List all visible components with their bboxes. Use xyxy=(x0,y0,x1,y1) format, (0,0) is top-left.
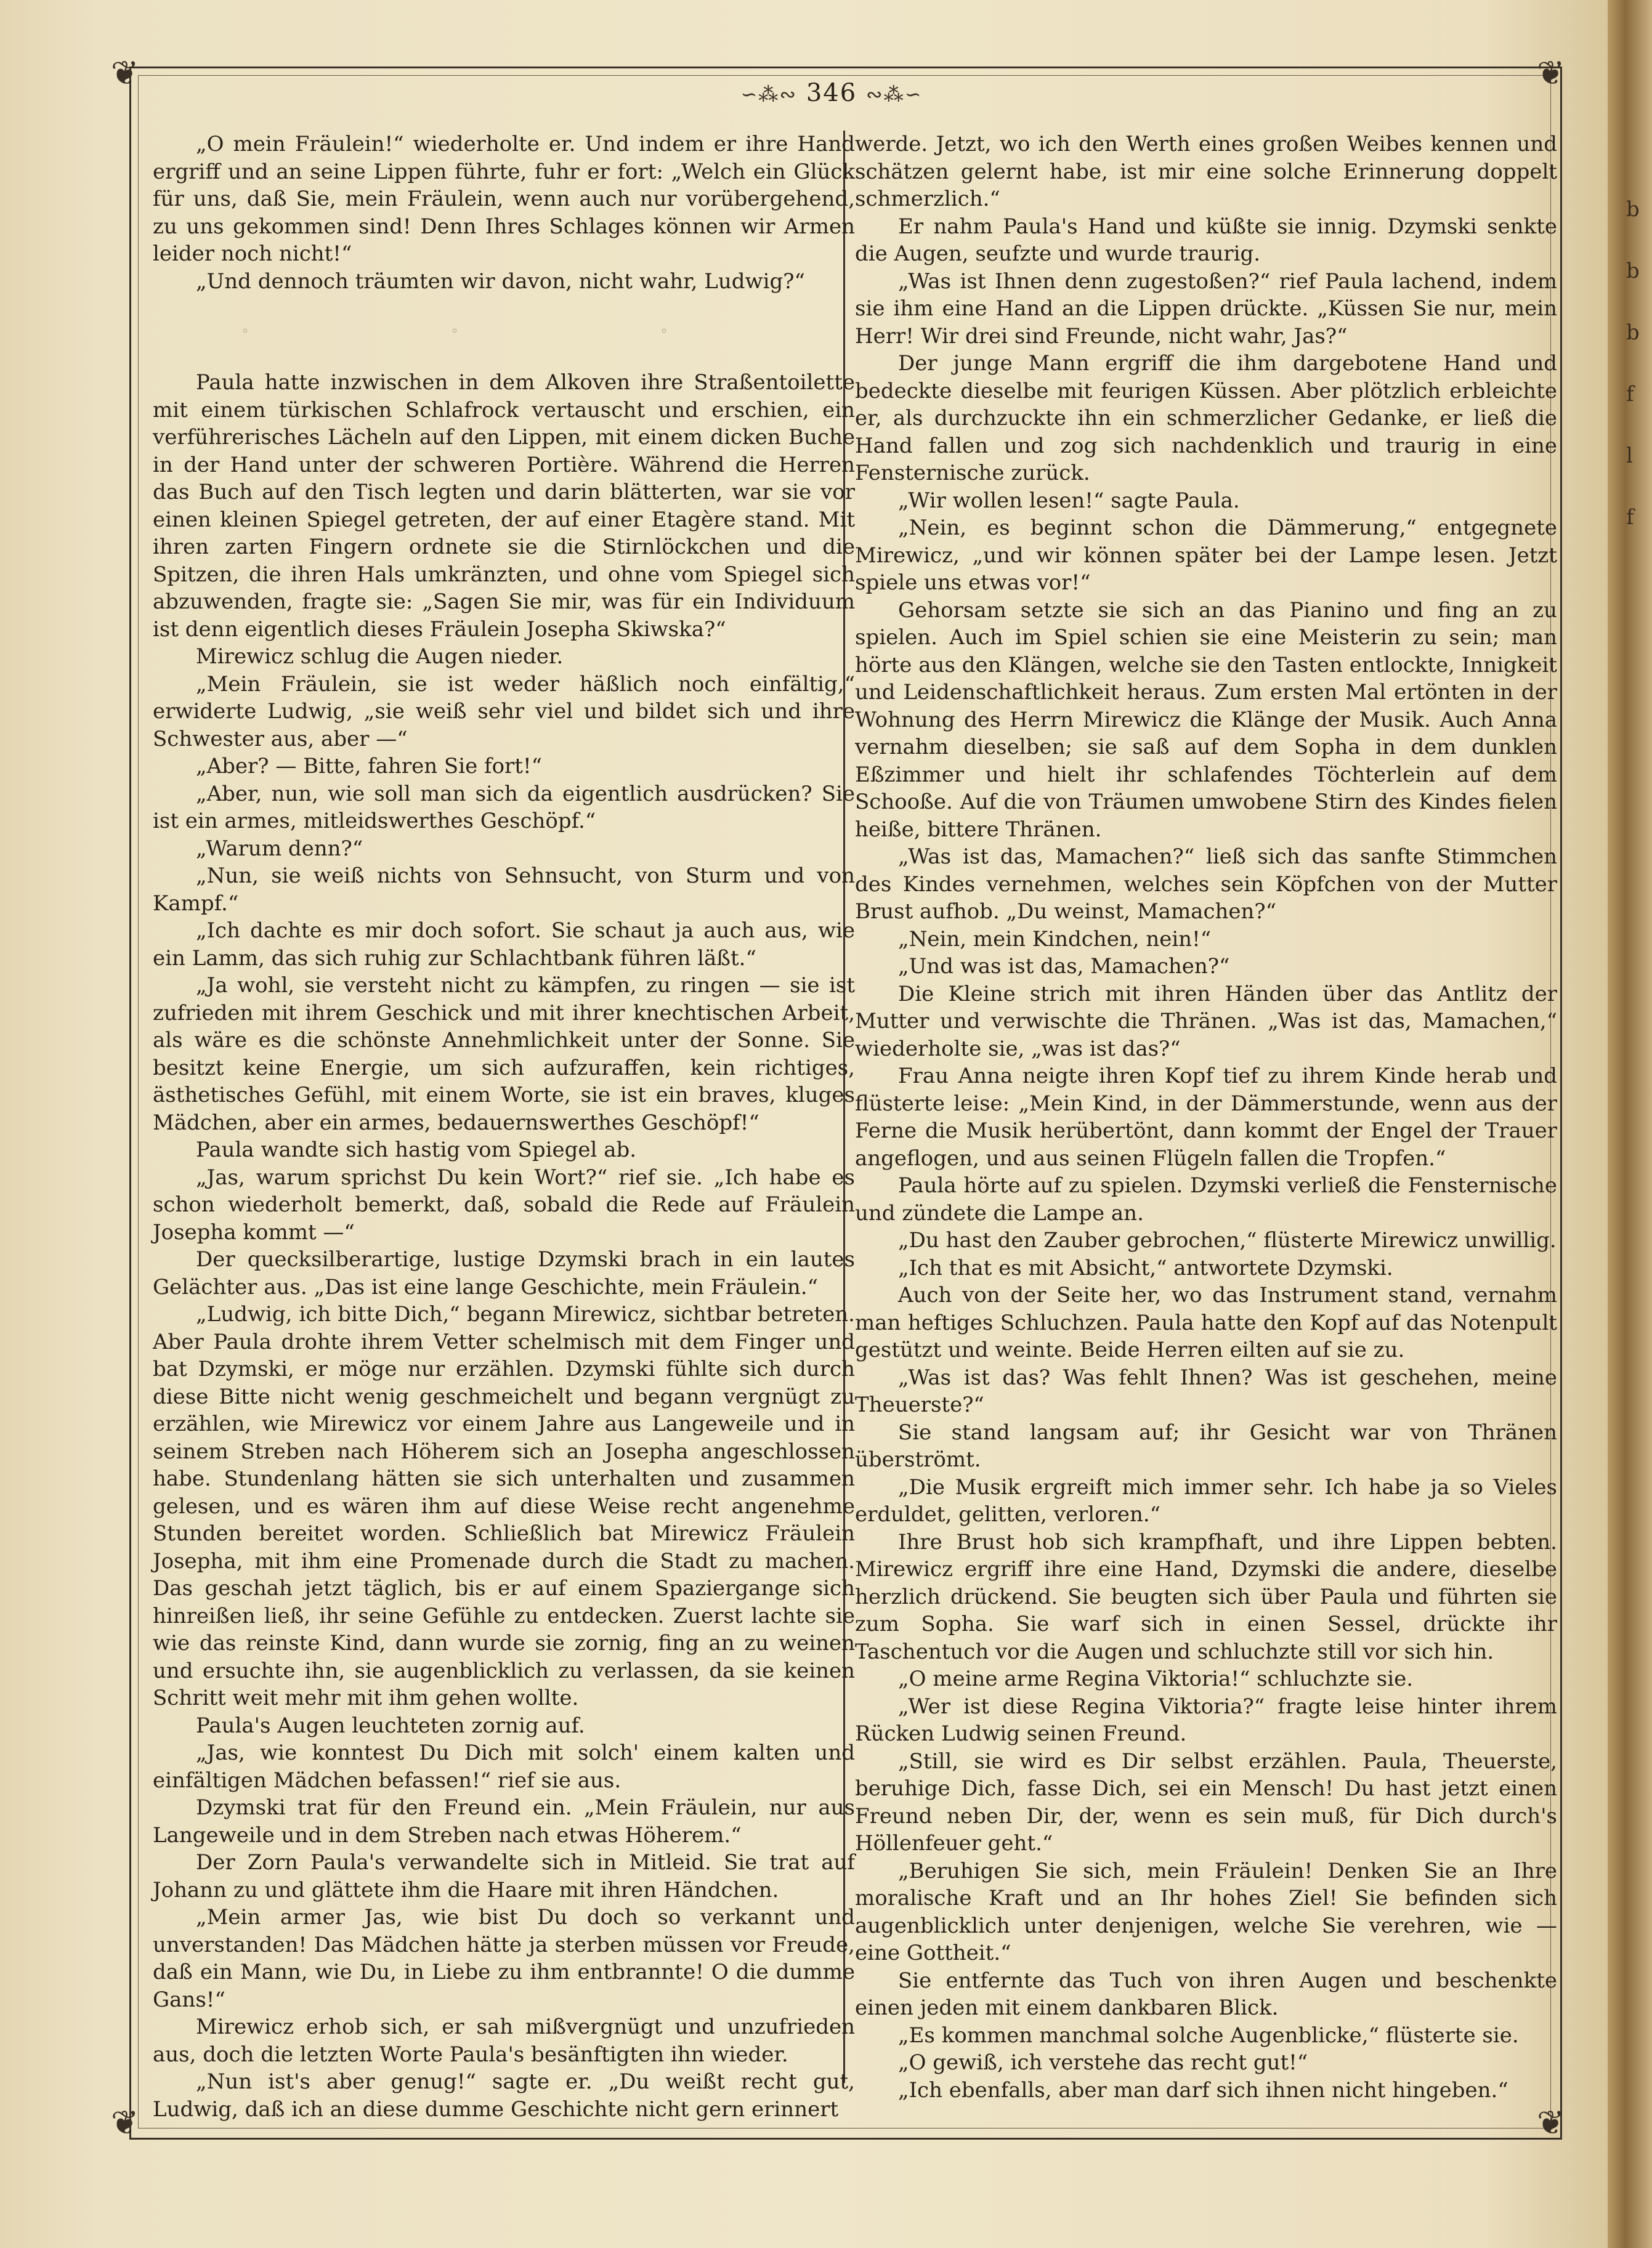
section-break: ◦ ◦ ◦ xyxy=(241,324,767,339)
binding-letter: b xyxy=(1626,197,1640,222)
paragraph: „Was ist Ihnen denn zugestoßen?“ rief Paula lachend, indem sie ihm eine Hand an die Lippen drückte. „Küssen Sie nur, mein Herr! Wir drei sind Freunde, nicht wahr, Jas?“ xyxy=(855,269,1557,349)
paragraph: Gehorsam setzte sie sich an das Pianino und fing an zu spielen. Auch im Spiel schien sie eine Meisterin zu sein; man hörte aus den Klängen, welche sie den Tasten entlockte, Innigkeit und Leidenschaftlichkeit heraus. Zum ersten Mal ertönten in der Wohnung des Herrn Mirewicz die Klänge der Musik. Auch Anna vernahm dieselben; sie saß auf dem Sopha in dem dunklen Eßzimmer und hielt ihr schlafendes Töchterlein auf dem Schooße. Auf die von Träumen umwobene Stirn des Kindes fielen heiße, bittere Thränen. xyxy=(855,597,1557,842)
binding-letter: l xyxy=(1626,443,1633,468)
paragraph: „Ich ebenfalls, aber man darf sich ihnen nicht hingeben.“ xyxy=(898,2077,1508,2103)
paragraph: Paula's Augen leuchteten zornig auf. xyxy=(196,1713,585,1738)
paragraph: „Und was ist das, Mamachen?“ xyxy=(898,954,1230,979)
binding-letter: b xyxy=(1626,259,1640,283)
paragraph: „Nun, sie weiß nichts von Sehnsucht, von Sturm und von Kampf.“ xyxy=(153,863,855,916)
paragraph: Paula hörte auf zu spielen. Dzymski verließ die Fensternische und zündete die Lampe an. xyxy=(855,1173,1557,1226)
page-header xyxy=(739,79,924,107)
paragraph: „Die Musik ergreift mich immer sehr. Ich habe ja so Vieles erduldet, gelitten, verloren.“ xyxy=(855,1474,1557,1527)
paragraph: „O mein Fräulein!“ wiederholte er. Und indem er ihre Hand ergriff und an seine Lippen führte, fuhr er fort: „Welch ein Glück für uns, daß Sie, mein Fräulein, wenn auch nur vorübergehend, zu uns gekommen sind! Denn Ihres Schlages können wir Armen leider noch nicht!“ xyxy=(153,132,855,266)
paragraph: Sie stand langsam auf; ihr Gesicht war von Thränen überströmt. xyxy=(855,1420,1557,1472)
binding-letter: f xyxy=(1626,505,1634,530)
paragraph: „O meine arme Regina Viktoria!“ schluchzte sie. xyxy=(898,1667,1414,1691)
corner-ornament-icon: ❦ xyxy=(111,2103,139,2142)
left-column xyxy=(153,131,855,2123)
paragraph: „Ja wohl, sie versteht nicht zu kämpfen, zu ringen — sie ist zufrieden mit ihrem Geschick und mit ihrer knechtischen Arbeit, als wäre es die schönste Annehmlichkeit unter der Sonne. Sie besitzt keine Energie, um sich aufzuraffen, kein richtiges, ästhetisches Gefühl, mit einem Worte, sie ist ein braves, kluges Mädchen, aber ein armes, bedauernswerthes Geschöpf!“ xyxy=(153,973,855,1135)
right-column xyxy=(855,131,1557,2104)
paragraph: „Wer ist diese Regina Viktoria?“ fragte leise hinter ihrem Rücken Ludwig seinen Freund. xyxy=(855,1694,1557,1746)
paragraph: „Was ist das, Mamachen?“ ließ sich das sanfte Stimmchen des Kindes vernehmen, welches sein Köpfchen von der Mutter Brust aufhob. „Du weinst, Mamachen?“ xyxy=(855,844,1557,924)
binding-letter: b xyxy=(1626,320,1640,345)
paragraph: Paula hatte inzwischen in dem Alkoven ihre Straßentoilette mit einem türkischen Schlafrock vertauscht und erschien, ein verführerisches Lächeln auf den Lippen, mit einem dicken Buche in der Hand unter der schweren Portière. Während die Herren das Buch auf den Tisch legten und darin blätterten, war sie vor einen kleinen Spiegel getreten, der auf einer Etagère stand. Mit ihren zarten Fingern ordnete sie die Stirnlöckchen und die Spitzen, die ihren Hals umkränzten, und ohne vom Spiegel sich abzuwenden, fragte sie: „Sagen Sie mir, was für ein Individuum ist denn eigentlich dieses Fräulein Josepha Skiwska?“ xyxy=(153,370,855,642)
paragraph: „Ludwig, ich bitte Dich,“ begann Mirewicz, sichtbar betreten. Aber Paula drohte ihrem Vetter schelmisch mit dem Finger und bat Dzymski, er möge nur erzählen. Dzymski fühlte sich durch diese Bitte nicht wenig geschmeichelt und begann vergnügt zu erzählen, wie Mirewicz vor einem Jahre aus Langeweile und in seinem Streben nach Höherem sich an Josepha angeschlossen habe. Stundenlang hätten sie sich unterhalten und zusammen gelesen, und es wären ihm auf diese Weise recht angenehme Stunden bereitet worden. Schließlich bat Mirewicz Fräulein Josepha, mit ihm eine Promenade durch die Stadt zu machen. Das geschah jetzt täglich, bis er auf einem Spaziergange sich hinreißen ließ, ihr seine Gefühle zu entdecken. Zuerst lachte sie wie das reinste Kind, dann wurde sie zornig, fing an zu weinen und ersuchte ihn, sie augenblicklich zu verlassen, da sie keinen Schritt weit mehr mit ihm gehen wollte. xyxy=(153,1302,855,1710)
corner-ornament-icon: ❦ xyxy=(1537,54,1565,92)
paragraph: Auch von der Seite her, wo das Instrument stand, vernahm man heftiges Schluchzen. Paula hatte den Kopf auf das Notenpult gestützt und weinte. Beide Herren eilten auf sie zu. xyxy=(855,1283,1557,1362)
corner-ornament-icon: ❦ xyxy=(1537,2103,1565,2142)
paragraph: „O gewiß, ich verstehe das recht gut!“ xyxy=(898,2050,1308,2075)
paragraph: „Nun ist's aber genug!“ sagte er. „Du weißt recht gut, Ludwig, daß ich an diese dumme Geschichte nicht gern erinnert xyxy=(153,2069,855,2122)
paragraph: Frau Anna neigte ihren Kopf tief zu ihrem Kinde herab und flüsterte leise: „Mein Kind, in der Dämmerstunde, wenn aus der Ferne die Musik herübertönt, dann kommt der Engel der Trauer angeflogen, und aus seinen Flügeln fallen die Tropfen.“ xyxy=(855,1064,1557,1171)
paragraph: „Nein, mein Kindchen, nein!“ xyxy=(898,926,1212,952)
paragraph: „Aber? — Bitte, fahren Sie fort!“ xyxy=(196,754,543,778)
paragraph: „Warum denn?“ xyxy=(196,836,363,861)
paragraph: „Wir wollen lesen!“ sagte Paula. xyxy=(898,488,1240,513)
paragraph: Mirewicz schlug die Augen nieder. xyxy=(196,644,564,669)
paragraph: Der junge Mann ergriff die ihm dargebotene Hand und bedeckte dieselbe mit feurigen Küssen. Aber plötzlich erbleichte er, als durchzuckte ihn ein schmerzlicher Gedanke, er ließ die Hand fallen und zog sich nachdenklich und traurig in eine Fensternische zurück. xyxy=(855,351,1557,485)
binding-letter: f xyxy=(1626,382,1634,406)
paragraph: „Mein armer Jas, wie bist Du doch so verkannt und unverstanden! Das Mädchen hätte ja sterben müssen vor Freude, daß ein Mann, wie Du, in Liebe zu ihm entbrannte! O die dumme Gans!“ xyxy=(153,1905,855,2012)
paragraph: Dzymski trat für den Freund ein. „Mein Fräulein, nur aus Langeweile und in dem Streben nach etwas Höherem.“ xyxy=(153,1795,855,1848)
paragraph: „Es kommen manchmal solche Augenblicke,“ flüsterte sie. xyxy=(898,2023,1519,2048)
paragraph: Der quecksilberartige, lustige Dzymski brach in ein lautes Gelächter aus. „Das ist eine lange Geschichte, mein Fräulein.“ xyxy=(153,1247,855,1300)
paragraph: „Ich that es mit Absicht,“ antwortete Dzymski. xyxy=(898,1255,1393,1280)
paragraph: Paula wandte sich hastig vom Spiegel ab. xyxy=(196,1138,637,1162)
paragraph: „Was ist das? Was fehlt Ihnen? Was ist geschehen, meine Theuerste?“ xyxy=(855,1365,1557,1417)
paragraph: „Mein Fräulein, sie ist weder häßlich noch einfältig,“ erwiderte Ludwig, „sie weiß sehr viel und bildet sich und ihre Schwester aus, aber —“ xyxy=(153,671,855,751)
corner-ornament-icon: ❦ xyxy=(111,54,139,92)
paragraph: werde. Jetzt, wo ich den Werth eines großen Weibes kennen und schätzen gelernt habe, ist mir eine solche Erinnerung doppelt schmerzlich.“ xyxy=(855,132,1557,211)
paragraph: Ihre Brust hob sich krampfhaft, und ihre Lippen bebten. Mirewicz ergriff ihre eine Hand, Dzymski die andere, dieselbe herzlich drückend. Sie beugten sich über Paula und führten sie zum Sopha. Sie warf sich in einen Sessel, drückte ihr Taschentuch vor die Augen und schluchzte still vor sich hin. xyxy=(855,1529,1557,1664)
paragraph: „Ich dachte es mir doch sofort. Sie schaut ja auch aus, wie ein Lamm, das sich ruhig zur Schlachtbank führen läßt.“ xyxy=(153,918,855,971)
paragraph: „Und dennoch träumten wir davon, nicht wahr, Ludwig?“ xyxy=(196,269,805,294)
flourish-left-icon: ∽⁂∾ xyxy=(740,83,798,106)
page-number: 346 xyxy=(806,79,857,107)
paragraph: Er nahm Paula's Hand und küßte sie innig. Dzymski senkte die Augen, seufzte und wurde traurig. xyxy=(855,214,1557,266)
paragraph: „Beruhigen Sie sich, mein Fräulein! Denken Sie an Ihre moralische Kraft und an Ihr hohes Ziel! Sie befinden sich augenblicklich unter denjenigen, welche Sie verehren, wie — eine Gottheit.“ xyxy=(855,1858,1557,1965)
paragraph: „Jas, wie konntest Du Dich mit solch' einem kalten und einfältigen Mädchen befassen!“ rief sie aus. xyxy=(153,1741,855,1793)
facing-page-edge xyxy=(1626,179,1651,548)
paragraph: Die Kleine strich mit ihren Händen über das Antlitz der Mutter und verwischte die Thränen. „Was ist das, Mamachen,“ wiederholte sie, „was ist das?“ xyxy=(855,981,1557,1061)
paragraph: „Nein, es beginnt schon die Dämmerung,“ entgegnete Mirewicz, „und wir können später bei der Lampe lesen. Jetzt spiele uns etwas vor!“ xyxy=(855,516,1557,595)
paragraph: „Aber, nun, wie soll man sich da eigentlich ausdrücken? Sie ist ein armes, mitleidswerthes Geschöpf.“ xyxy=(153,781,855,833)
paragraph: Der Zorn Paula's verwandelte sich in Mitleid. Sie trat auf Johann zu und glättete ihm die Haare mit ihren Händchen. xyxy=(153,1850,855,1902)
paragraph: „Du hast den Zauber gebrochen,“ flüsterte Mirewicz unwillig. xyxy=(898,1228,1557,1253)
paragraph: „Still, sie wird es Dir selbst erzählen. Paula, Theuerste, beruhige Dich, fasse Dich, sei ein Mensch! Du hast jetzt einen Freund neben Dir, der, wenn es sein muß, für Dich durch's Höllenfeuer geht.“ xyxy=(855,1749,1557,1856)
paragraph: Mirewicz erhob sich, er sah mißvergnügt und unzufrieden aus, doch die letzten Worte Paula's besänftigten ihn wieder. xyxy=(153,2015,855,2067)
paragraph: „Jas, warum sprichst Du kein Wort?“ rief sie. „Ich habe es schon wiederholt bemerkt, daß, sobald die Rede auf Fräulein Josepha kommt —“ xyxy=(153,1165,855,1245)
paragraph: Sie entfernte das Tuch von ihren Augen und beschenkte einen jeden mit einem dankbaren Blick. xyxy=(855,1968,1557,2020)
flourish-right-icon: ∾⁂∽ xyxy=(865,83,923,106)
